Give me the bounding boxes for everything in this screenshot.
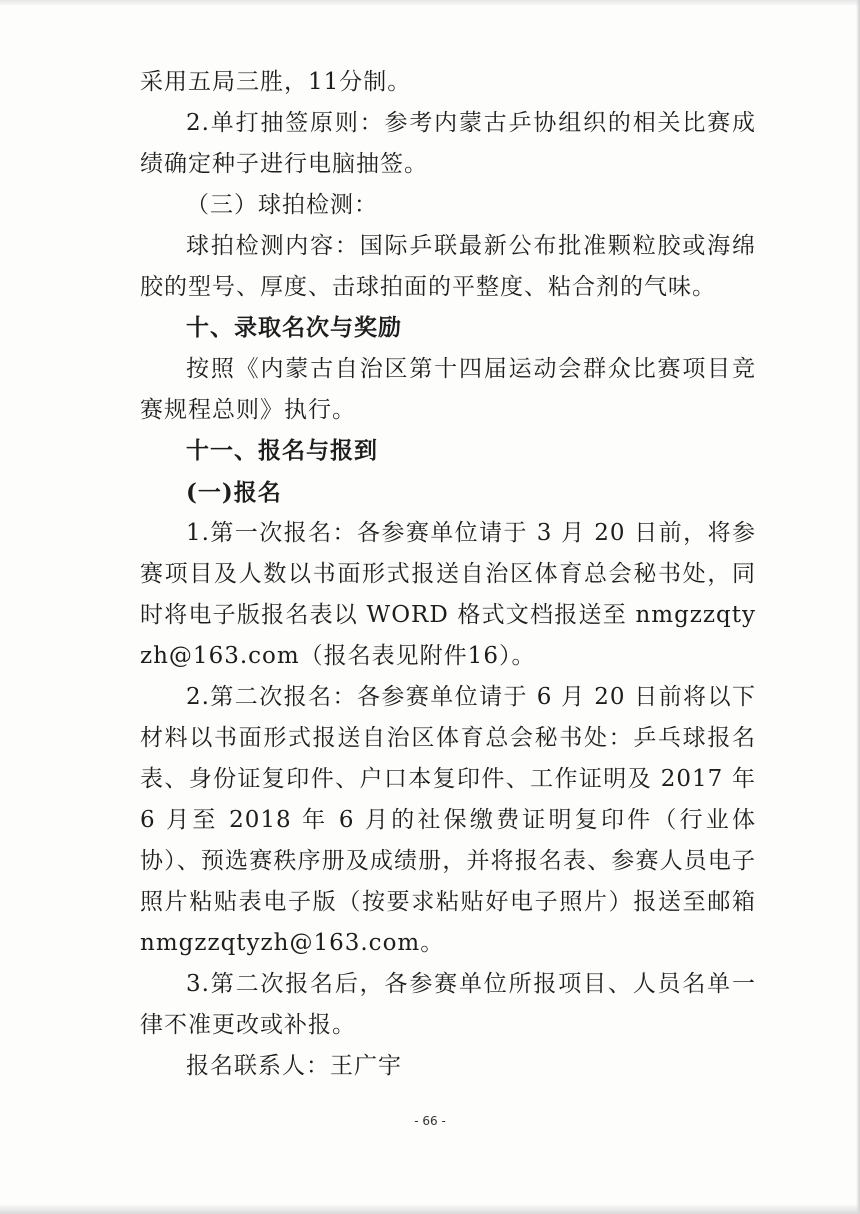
paragraph-second-registration: 2.第二次报名：各参赛单位请于 6 月 20 日前将以下材料以书面形式报送自治区体育总会秘书处：乒乓球报名表、身份证复印件、户口本复印件、工作证明及 2017 年 6 月至 2018 年 6 月的社保缴费证明复印件（行业体协）、预选赛秩序册及成绩册，并将报名表、参赛人员电子照片粘贴表电子版（按要求粘贴好电子照片）报送至邮箱 nmgzzqtyzh@163.com。: [140, 684, 756, 956]
document-body: [140, 62, 756, 1087]
paragraph-awards-rule: 按照《内蒙古自治区第十四届运动会群众比赛项目竞赛规程总则》执行。: [140, 356, 756, 423]
subheading-registration: (一)报名: [186, 479, 282, 506]
paragraph-no-changes-rule: 3.第二次报名后，各参赛单位所报项目、人员名单一律不准更改或补报。: [140, 971, 756, 1038]
heading-registration-and-check-in: 十一、报名与报到: [186, 438, 378, 464]
heading-ranking-and-awards: 十、录取名次与奖励: [186, 315, 402, 341]
paragraph-match-format: 采用五局三胜，11分制。: [140, 69, 412, 95]
paragraph-registration-contact: 报名联系人：王广宇: [186, 1053, 402, 1079]
paragraph-singles-draw-rule: 2.单打抽签原则：参考内蒙古乒协组织的相关比赛成绩确定种子进行电脑抽签。: [140, 110, 756, 177]
paragraph-racket-inspection-content: 球拍检测内容：国际乒联最新公布批准颗粒胶或海绵胶的型号、厚度、击球拍面的平整度、粘合剂的气味。: [140, 233, 756, 300]
scan-shadow-bottom: [0, 1204, 860, 1214]
page-number: - 66 -: [414, 1114, 446, 1128]
subheading-racket-inspection: （三）球拍检测：: [186, 192, 378, 218]
scan-shadow-top: [0, 0, 860, 6]
paragraph-first-registration: 1.第一次报名：各参赛单位请于 3 月 20 日前，将参赛项目及人数以书面形式报送自治区体育总会秘书处，同时将电子版报名表以 WORD 格式文档报送至 nmgzzqtyzh@163.com（报名表见附件16）。: [140, 520, 756, 669]
scan-shadow-right: [856, 0, 860, 1214]
